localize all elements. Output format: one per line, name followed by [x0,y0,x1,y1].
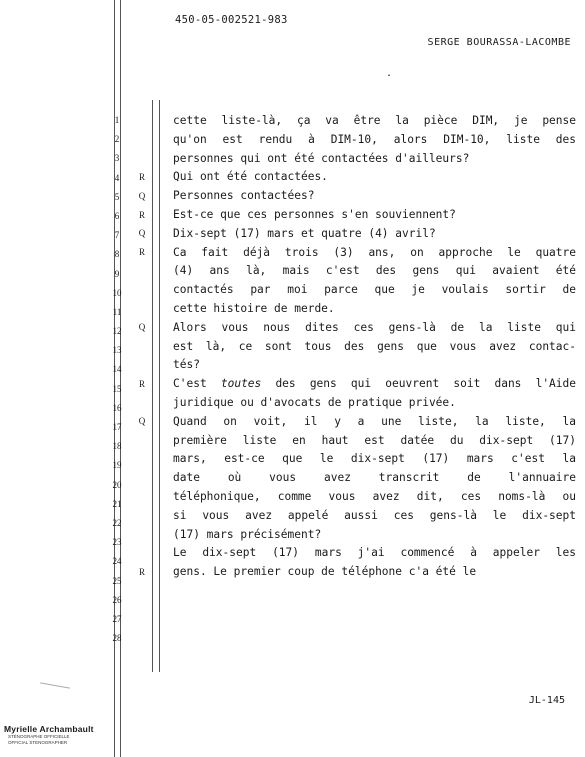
line-number: 9 [114,268,120,279]
transcript-line: C'est toutes des gens qui oeuvrent soit dans l'Aide [173,377,576,391]
transcript-line: cette histoire de merde. [173,301,335,315]
file-number: 450-05-002521-983 [175,14,288,26]
transcript-line: téléphonique, comme vous avez dit, ces noms-là ou [173,489,576,503]
line-number-column [106,111,128,648]
line-number: 13 [112,345,122,356]
line-number: 23 [112,537,122,548]
transcript-line: Dix-sept (17) mars et quatre (4) avril? [173,226,436,240]
transcript-line: Qui ont été contactées. [173,170,328,184]
line-number: 1 [114,115,120,125]
speaker-label: R [138,172,145,182]
stenographer-title-en: OFFICIAL STENOGRAPHER [8,740,68,745]
speaker-label: Q [138,322,146,333]
line-number: 6 [114,210,120,221]
line-number: 7 [114,230,120,241]
transcript-line: Personnes contactées? [173,189,315,203]
line-number: 15 [112,383,122,394]
line-number: 17 [112,422,122,432]
line-number: 4 [114,172,120,183]
transcript-line: (17) mars précisément? [173,527,322,541]
transcript-line: tés? [173,358,200,372]
transcript-line: juridique ou d'avocats de pratique privée. [173,395,456,409]
line-number: 11 [112,306,122,317]
transcript-line: Est-ce que ces personnes s'en souviennent? [173,207,456,221]
line-number: 3 [114,153,120,164]
line-number: 19 [112,460,122,471]
emphasis-word: toutes [220,377,262,391]
line-number: 8 [114,249,120,260]
line-number: 10 [112,287,122,298]
transcript-line: date où vous avez transcrit de l'annuaire [173,471,576,485]
page-reference: JL-145 [528,695,565,706]
transcript-line: (4) ans là, mais c'est des gens qui avaient été [173,264,576,278]
line-number: 2 [114,134,120,145]
line-number: 20 [112,479,122,490]
stenographer-signature [4,724,94,746]
line-number: 24 [112,556,122,567]
line-number: 18 [112,441,122,452]
speaker-label: Q [138,228,146,239]
line-number: 27 [112,613,122,624]
line-number: 28 [112,633,122,644]
speaker-label: R [138,209,145,220]
transcript-line: est là, ce sont tous des gens que vous avez contac- [173,339,576,353]
line-number: 25 [112,575,122,586]
speaker-label: R [138,566,145,577]
transcript-line: mars, est-ce que le dix-sept (17) mars c'est la [173,452,576,466]
transcript-body [173,112,576,582]
line-number: 21 [112,498,122,509]
line-number: 22 [112,517,122,528]
transcript-line: cette liste-là, ça va être la pièce DIM, je pense [173,114,576,127]
transcript-line: Le dix-sept (17) mars j'ai commencé à appeler les [173,546,576,560]
scan-smudge [40,682,70,688]
speaker-column-rule-right [159,100,160,672]
transcript-line: première liste en haut est datée du dix-sept (17) [173,433,576,447]
line-number: 12 [112,326,122,337]
transcript-line: Quand on voit, il y a une liste, la liste, la [173,414,576,428]
transcript-line: gens. Le premier coup de téléphone c'a été le [173,565,477,579]
line-number: 5 [114,191,120,202]
stenographer-name: Myrielle Archambault [4,724,94,734]
stenographer-title-fr: STÉNOGRAPHE OFFICIELLE [8,734,70,739]
transcript-line: contactés par moi parce que je voulais sortir de [173,283,576,297]
transcript-line: personnes qui ont été contactées d'ailleurs? [173,151,470,165]
transcript-line: Ca fait déjà trois (3) ans, on approche le quatre [173,245,576,259]
speaker-label: R [138,247,145,258]
stray-dot: . [386,68,393,79]
transcript-line: si vous avez appelé aussi ces gens-là le dix-sept [173,508,576,522]
speaker-label: R [138,378,145,389]
line-number: 14 [112,364,122,375]
transcript-line: Alors vous nous dites ces gens-là de la liste qui [173,320,576,334]
witness-name: SERGE BOURASSA-LACOMBE [427,37,571,48]
transcript-line: qu'on est rendu à DIM-10, alors DIM-10, liste des [173,132,576,146]
line-number: 26 [112,594,122,605]
line-number: 16 [112,402,122,413]
speaker-label: Q [138,416,146,427]
speaker-label: Q [138,190,146,201]
